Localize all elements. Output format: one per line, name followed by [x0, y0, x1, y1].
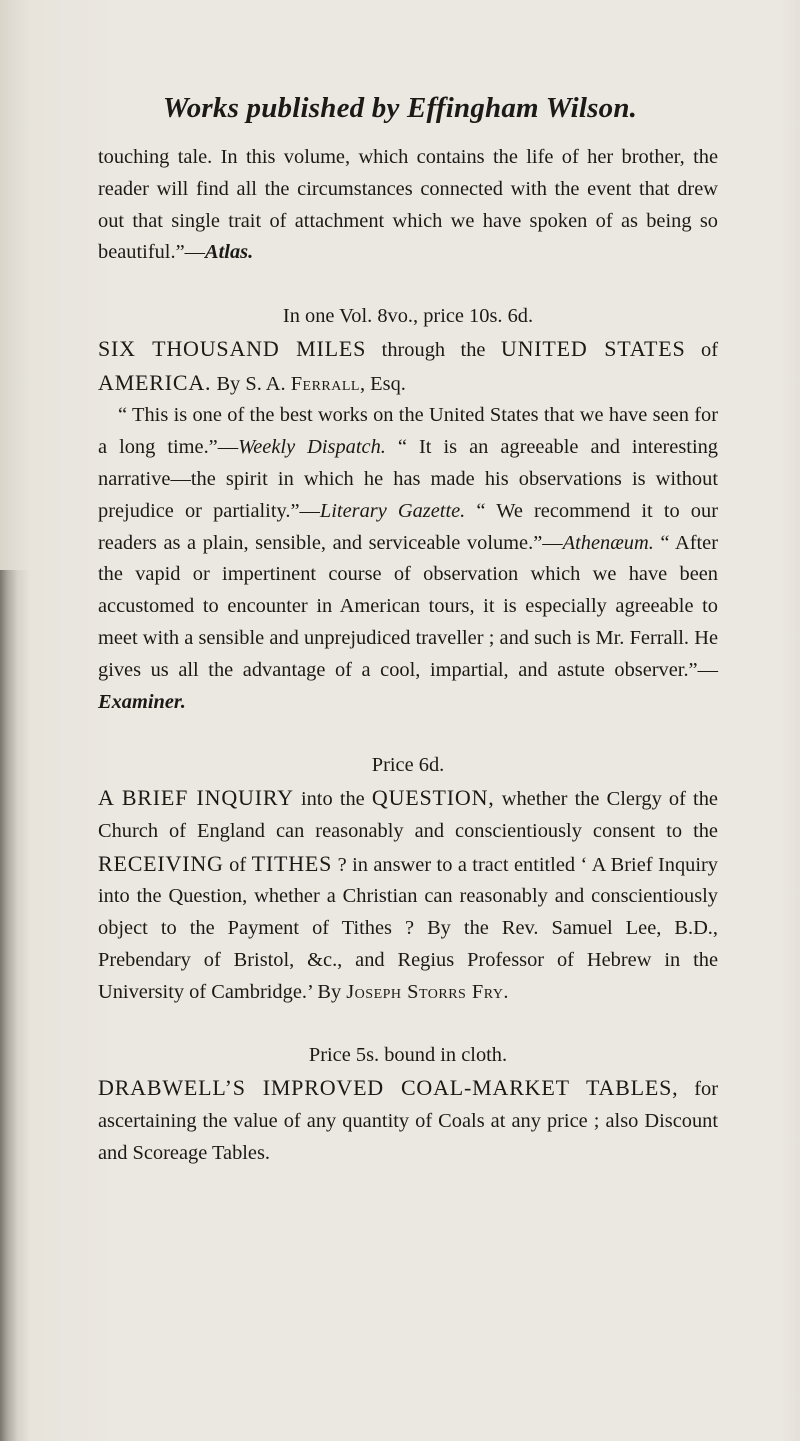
review-source-4: Examiner. — [98, 690, 186, 713]
running-head: Works published by Effingham Wilson. — [162, 92, 638, 124]
ferrall-title-e: AMERICA. — [98, 369, 212, 395]
tithes-author: Joseph Storrs Fry. — [346, 980, 510, 1003]
spacer — [98, 1009, 718, 1041]
tithes-receiving: RECEIVING — [98, 850, 224, 876]
page-gutter-shadow — [0, 570, 30, 1441]
ferrall-title-b: through the — [366, 338, 501, 361]
page-body — [98, 142, 718, 1170]
drabwell-title: DRABWELL’S IMPROVED COAL-MARKET TABLES, — [98, 1075, 679, 1101]
tithes-entry — [98, 782, 718, 1009]
continued-entry — [98, 142, 718, 269]
tithes-word: TITHES — [251, 850, 333, 876]
tithes-text-b: ? in answer to a tract entitled ‘ A Brief Inquiry into the Question, whether a Christian can reasonably and conscientiously object to the Payment of Tithes ? By the Rev. Samuel Lee, B.D., Prebendary of Bristol, &c., and Regius Professor of Hebrew in the University of Cambridge.’ By — [98, 853, 718, 1003]
tithes-of: of — [223, 853, 252, 876]
ferrall-price: In one Vol. 8vo., price 10s. 6d. — [282, 304, 534, 327]
review-2: “ It is an agreeable and interesting narrative—the spirit in which he has made his observations is without prejudice or partiality.”— — [98, 436, 718, 522]
drabwell-entry — [98, 1072, 718, 1169]
ferrall-author: Ferrall — [290, 372, 360, 395]
ferrall-entry — [98, 333, 718, 401]
review-source-2: Literary Gazette. — [319, 499, 466, 522]
tithes-price: Price 6d. — [371, 754, 445, 777]
ferrall-title-d: of — [685, 338, 718, 361]
review-source-3: Athenæum. — [562, 531, 654, 554]
drabwell-price: Price 5s. bound in cloth. — [308, 1044, 508, 1067]
spacer — [98, 269, 718, 301]
continued-text: touching tale. In this volume, which contains the life of her brother, the reader will find all the circumstances connected with the event that drew out that single trait of attachment which we have spoken of as being so beautiful.”— — [98, 146, 718, 264]
ferrall-title-a: SIX THOUSAND MILES — [98, 335, 367, 361]
ferrall-title-c: UNITED STATES — [500, 335, 686, 361]
review-4: “ After the vapid or impertinent course of observation which we have been accustomed to encounter in American tours, it is especially agreeable to meet with a sensible and unprejudiced traveller ; and such is Mr. Ferrall. He gives us all the advantage of a cool, impartial, and astute observer.”— — [98, 531, 718, 681]
tithes-text-a: whether the Clergy of the Church of England can reasonably and conscientiously consent to the — [98, 787, 718, 842]
ferrall-author-suffix: , Esq. — [359, 372, 406, 395]
tithes-title-a: A BRIEF INQUIRY — [98, 784, 294, 810]
ferrall-reviews — [98, 400, 718, 718]
review-source-1: Weekly Dispatch. — [238, 436, 386, 459]
tithes-title-b: into the — [293, 787, 372, 810]
review-1: “ This is one of the best works on the United States that we have seen for a long time.”— — [98, 404, 718, 459]
review-source-atlas: Atlas. — [205, 241, 254, 264]
review-3: “ We recommend it to our readers as a plain, sensible, and serviceable volume.”— — [98, 499, 718, 554]
drabwell-text: for ascertaining the value of any quantity of Coals at any price ; also Discount and Scoreage Tables. — [98, 1078, 718, 1164]
spacer — [98, 718, 718, 750]
ferrall-by: By S. A. — [211, 372, 291, 395]
tithes-title-c: QUESTION, — [371, 784, 495, 810]
